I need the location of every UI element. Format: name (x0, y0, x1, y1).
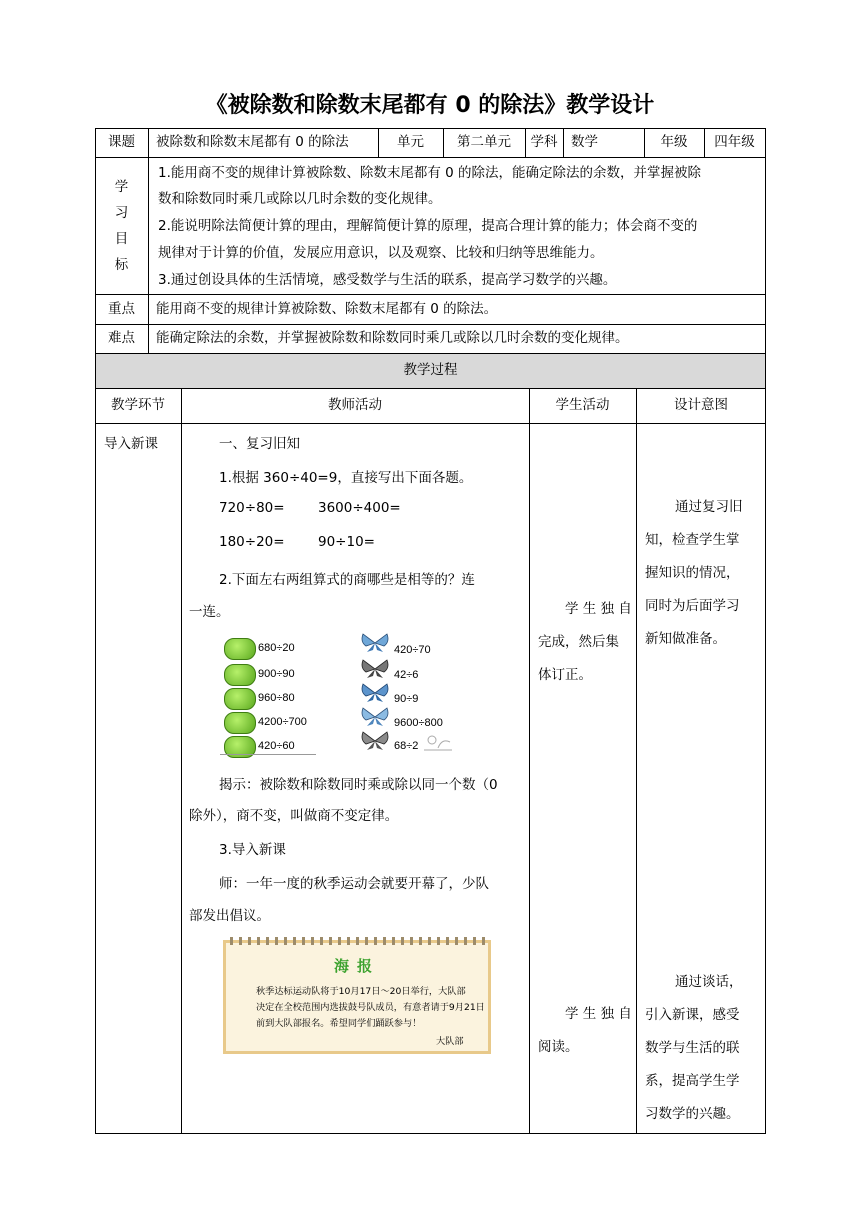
intro-line-2: 部发出倡议。 (189, 908, 270, 924)
intent-2-line-4: 系，提高学生学 (645, 1073, 740, 1089)
question-1-d: 90÷10= (318, 534, 375, 550)
goals-label: 学习目标 (114, 178, 129, 273)
caterpillar-icon (224, 638, 256, 660)
intent-2-line-2: 引入新课，感受 (645, 1007, 740, 1023)
document-title: 《被除数和除数末尾都有 0 的除法》教学设计 (205, 93, 655, 118)
caterpillar-icon (224, 664, 256, 686)
intent-2-line-1: 通过谈话， (675, 974, 743, 990)
question-1-b: 3600÷400= (318, 500, 401, 516)
key-point-label: 重点 (108, 300, 135, 317)
unit-label: 单元 (397, 134, 424, 151)
question-1-a: 720÷80= (219, 500, 285, 516)
intent-1-line-5: 新知做准备。 (645, 631, 726, 647)
poster-line-3: 前到大队部报名。希望同学们踊跃参与！ (256, 1018, 422, 1029)
goal-line-2: 数和除数同时乘几或除以几时余数的变化规律。 (158, 191, 442, 207)
student-activity-1-line-3: 体订正。 (538, 667, 592, 683)
difficulty-label: 难点 (108, 330, 135, 347)
topic-label: 课题 (108, 134, 135, 151)
butterfly-icon (360, 682, 390, 704)
left-expr-1: 680÷20 (258, 642, 295, 654)
poster-line-1: 秋季达标运动队将于10月17日～20日举行，大队部 (256, 986, 466, 997)
poster-title: 海报 (333, 957, 380, 975)
intent-1-line-2: 知，检查学生掌 (645, 532, 740, 548)
intent-1-line-4: 同时为后面学习 (645, 598, 740, 614)
intro-heading: 3.导入新课 (219, 842, 286, 858)
left-expr-5: 420÷60 (258, 740, 295, 752)
right-expr-4: 9600÷800 (394, 717, 443, 729)
butterfly-icon (360, 658, 390, 680)
goal-line-5: 3.通过创设具体的生活情境，感受数学与生活的联系，提高学习数学的兴趣。 (158, 272, 617, 288)
left-expr-3: 960÷80 (258, 692, 295, 704)
goal-line-4: 规律对于计算的价值，发展应用意识，以及观察、比较和归纳等思维能力。 (158, 245, 604, 261)
subject-value: 数学 (571, 134, 598, 151)
butterfly-icon (360, 632, 390, 654)
subject-label: 学科 (530, 134, 558, 151)
reveal-line-1: 揭示：被除数和除数同时乘或除以同一个数（0 (219, 777, 498, 793)
intent-1-line-1: 通过复习旧 (675, 499, 743, 515)
question-2-line-1: 2.下面左右两组算式的商哪些是相等的？连 (219, 572, 475, 588)
goal-line-1: 1.能用商不变的规律计算被除数、除数末尾都有 0 的除法，能确定除法的余数，并掌握被除 (158, 165, 702, 181)
caterpillar-icon (224, 688, 256, 710)
goal-line-3: 2.能说明除法简便计算的理由，理解简便计算的原理，提高合理计算的能力；体会商不变的 (158, 218, 698, 234)
caterpillar-icon (224, 712, 256, 734)
question-2-line-2: 一连。 (189, 604, 230, 620)
grade-label: 年级 (660, 134, 688, 151)
right-expr-2: 42÷6 (394, 669, 419, 681)
right-expr-1: 420÷70 (394, 644, 431, 656)
question-1: 1.根据 360÷40=9，直接写出下面各题。 (219, 470, 473, 486)
butterfly-icon (360, 730, 390, 752)
reveal-line-2: 除外），商不变，叫做商不变定律。 (189, 808, 399, 824)
poster (223, 940, 491, 1054)
matching-exercise (218, 626, 458, 758)
grade-value: 四年级 (714, 134, 755, 151)
col-stage: 教学环节 (111, 397, 165, 414)
poster-rings (230, 937, 486, 945)
key-point-text: 能用商不变的规律计算被除数、除数末尾都有 0 的除法。 (156, 300, 498, 317)
topic-value: 被除数和除数末尾都有 0 的除法 (156, 134, 349, 151)
student-activity-1-line-2: 完成，然后集 (538, 634, 619, 650)
col-teacher: 教师活动 (328, 397, 382, 414)
left-expr-2: 900÷90 (258, 668, 295, 680)
student-activity-2-line-2: 阅读。 (538, 1039, 579, 1055)
stage-label: 导入新课 (104, 436, 158, 452)
flower-decoration-icon (424, 732, 452, 752)
col-intent: 设计意图 (674, 397, 728, 414)
unit-value: 第二单元 (457, 134, 511, 151)
difficulty-text: 能确定除法的余数，并掌握被除数和除数同时乘几或除以几时余数的变化规律。 (156, 330, 629, 347)
right-expr-5: 68÷2 (394, 740, 419, 752)
review-heading: 一、复习旧知 (219, 436, 300, 452)
intent-2-line-3: 数学与生活的联 (645, 1040, 740, 1056)
question-1-c: 180÷20= (219, 534, 285, 550)
poster-line-2: 决定在全校范围内选拔鼓号队成员，有意者请于9月21日 (256, 1002, 485, 1013)
student-activity-2-line-1: 学 生 独 自 (565, 1006, 632, 1022)
student-activity-1-line-1: 学 生 独 自 (565, 601, 632, 617)
intent-2-line-5: 习数学的兴趣。 (645, 1106, 740, 1122)
left-expr-4: 4200÷700 (258, 716, 307, 728)
intro-line-1: 师：一年一度的秋季运动会就要开幕了，少队 (219, 876, 489, 892)
poster-signature: 大队部 (436, 1036, 464, 1047)
col-student: 学生活动 (555, 397, 610, 414)
butterfly-icon (360, 706, 390, 728)
right-expr-3: 90÷9 (394, 693, 419, 705)
intent-1-line-3: 握知识的情况， (645, 565, 740, 581)
process-header: 教学过程 (403, 362, 458, 379)
